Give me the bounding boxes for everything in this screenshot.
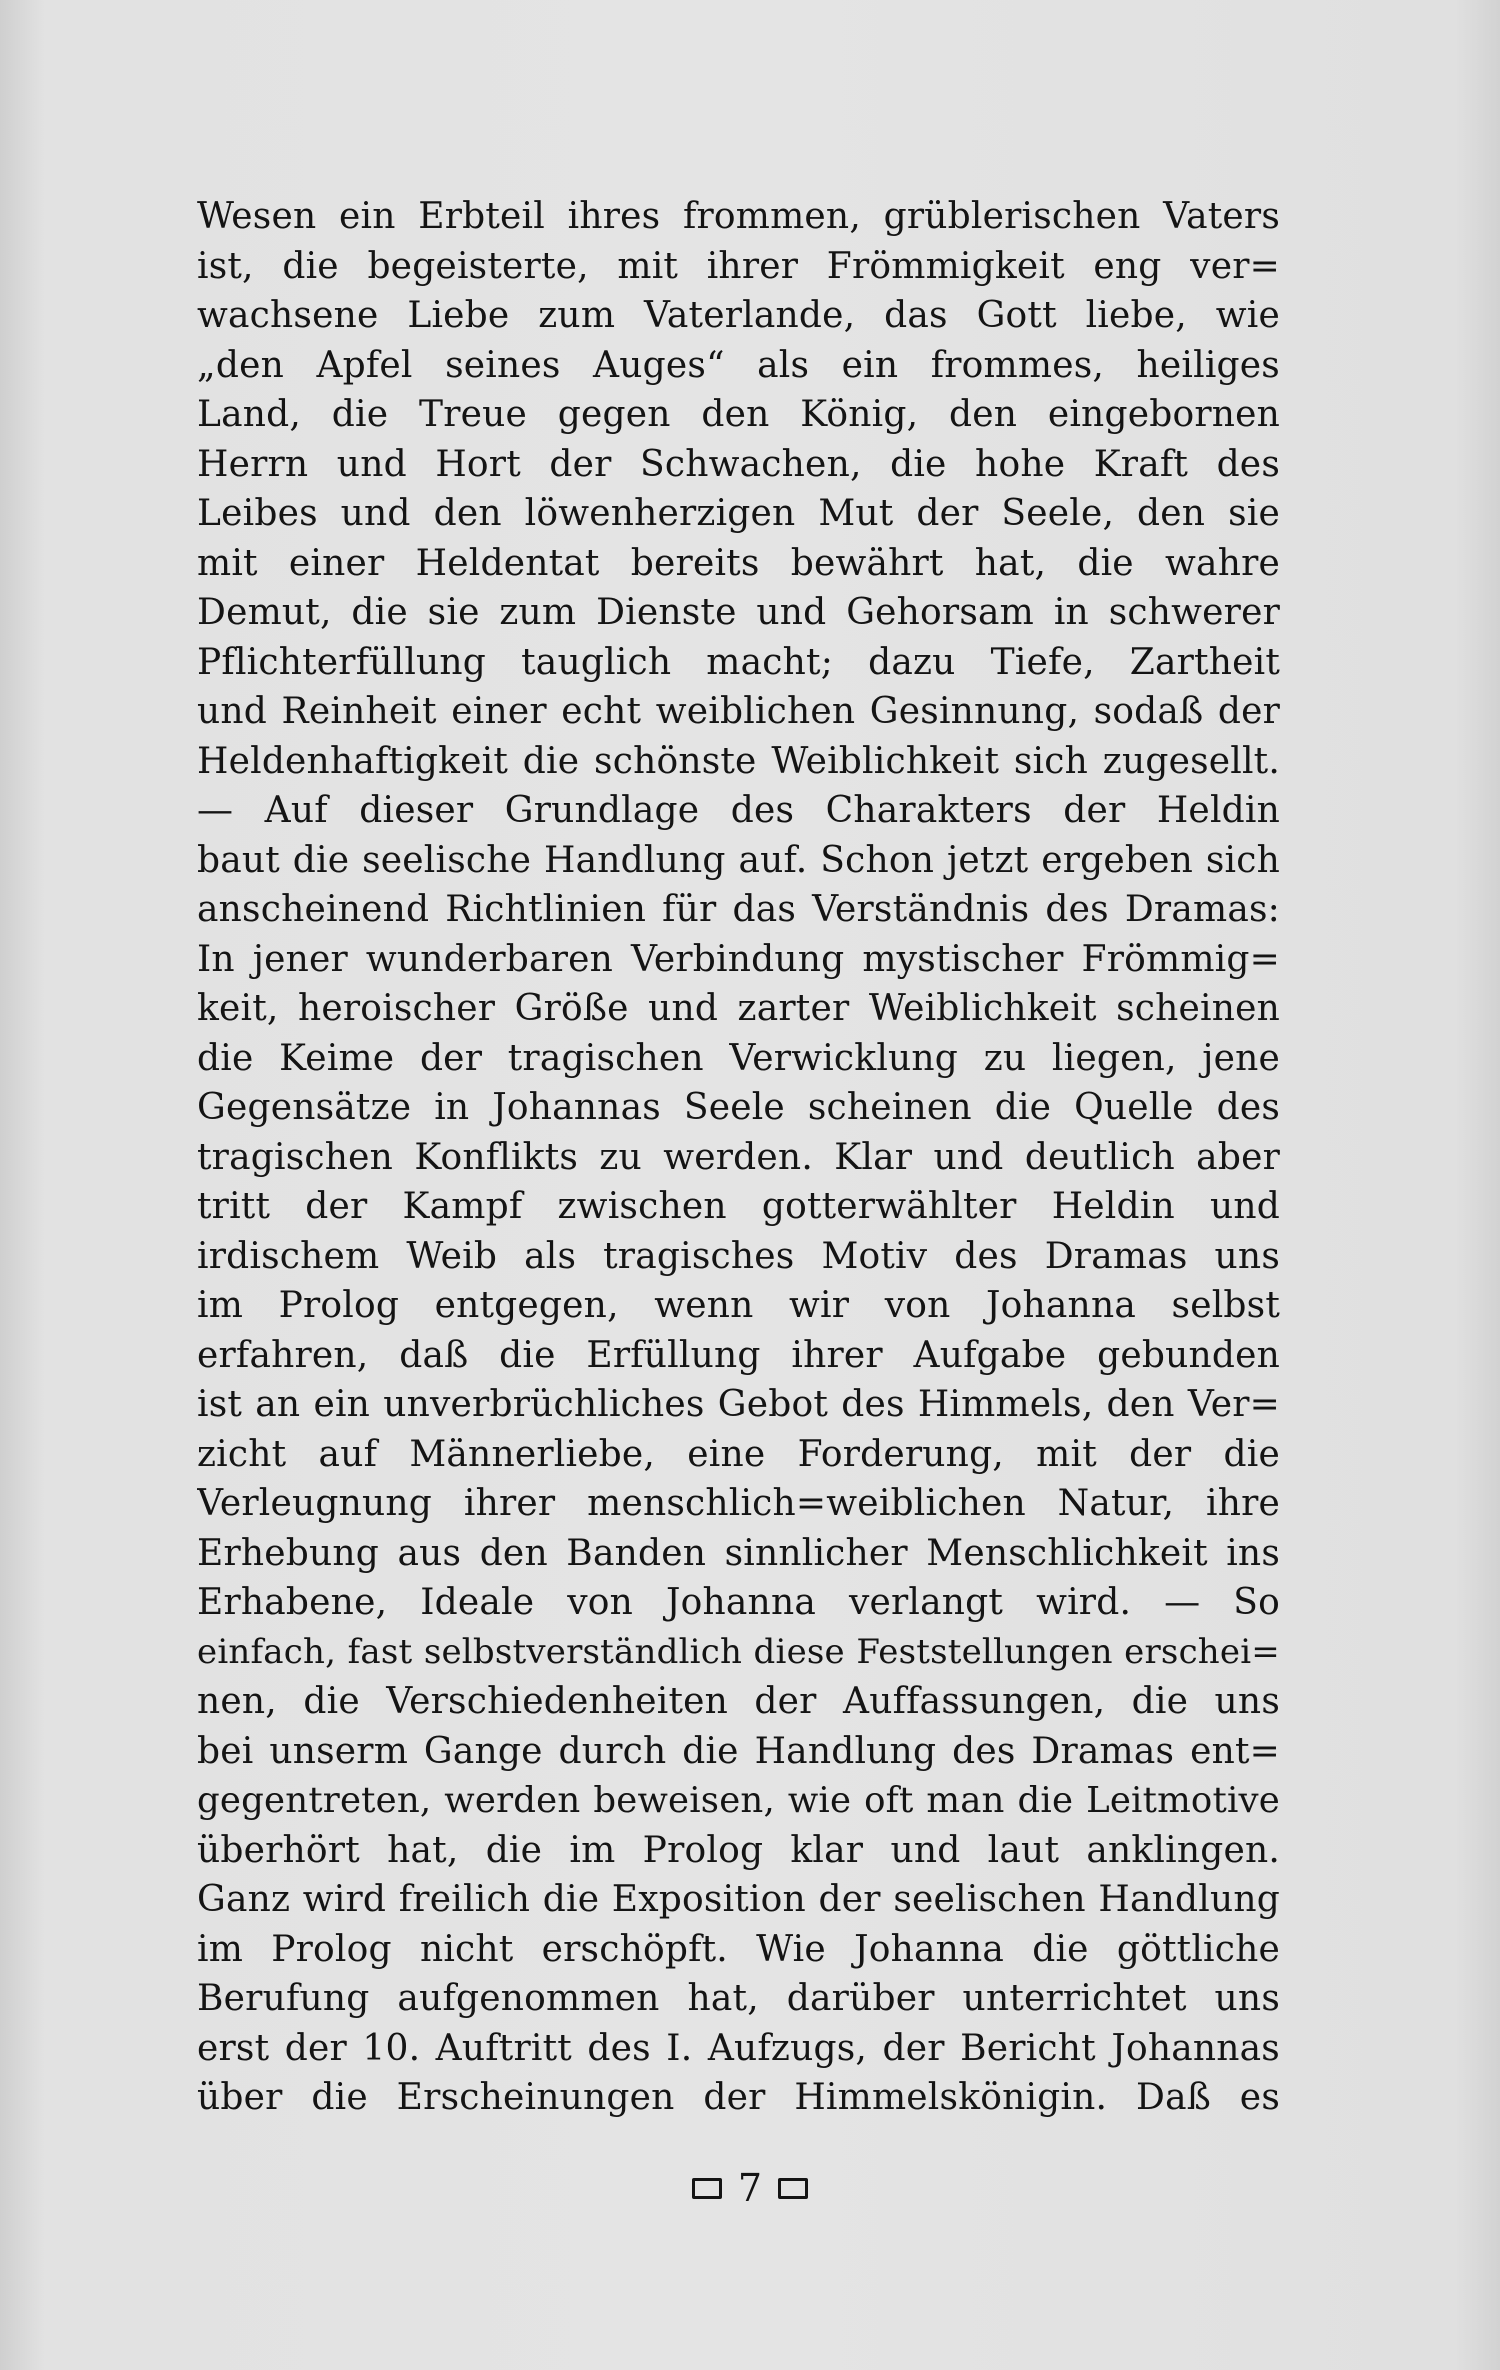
text-line: einfach, fast selbstverständlich diese Feststellungen erschei= (197, 1631, 1280, 1672)
text-line: tragischen Konflikts zu werden. Klar und deutlich aber (197, 1136, 1280, 1178)
text-line: Berufung aufgenommen hat, darüber unterrichtet uns (197, 1978, 1280, 2019)
text-line: In jener wunderbaren Verbindung mystischer Frömmig= (197, 938, 1280, 980)
text-line: wachsene Liebe zum Vaterlande, das Gott liebe, wie (197, 295, 1280, 336)
text-line: Erhebung aus den Banden sinnlicher Menschlichkeit ins (197, 1532, 1280, 1574)
text-line: gegentreten, werden beweisen, wie oft man die Leitmotive (197, 1780, 1280, 1821)
box-ornament-icon (692, 2178, 722, 2199)
text-line: nen, die Verschiedenheiten der Auffassungen, die uns (197, 1681, 1280, 1722)
text-line: Land, die Treue gegen den König, den eingebornen (197, 394, 1280, 435)
text-line: baut die seelische Handlung auf. Schon jetzt ergeben sich (197, 839, 1280, 881)
text-line: zicht auf Männerliebe, eine Forderung, mit der die (197, 1433, 1280, 1475)
page-number-footer (0, 2163, 1500, 2213)
text-line: Wesen ein Erbteil ihres frommen, grüblerischen Vaters (197, 196, 1280, 237)
text-line: Gegensätze in Johannas Seele scheinen die Quelle des (197, 1087, 1280, 1128)
text-line: erst der 10. Auftritt des I. Aufzugs, der Bericht Johannas (197, 2027, 1280, 2069)
text-line: Erhabene, Ideale von Johanna verlangt wird. — So (197, 1582, 1280, 1623)
text-line: und Reinheit einer echt weiblichen Gesinnung, sodaß der (197, 691, 1280, 732)
text-line: ist, die begeisterte, mit ihrer Frömmigkeit eng ver= (197, 245, 1280, 287)
text-line: irdischem Weib als tragisches Motiv des Dramas uns (197, 1235, 1280, 1277)
text-line: Heldenhaftigkeit die schönste Weiblichkeit sich zugesellt. (197, 740, 1280, 782)
text-line: Verleugnung ihrer menschlich=weiblichen Natur, ihre (197, 1483, 1280, 1524)
text-line: über die Erscheinungen der Himmelskönigin. Daß es (197, 2077, 1280, 2118)
body-text (197, 192, 1280, 2123)
text-line: Herrn und Hort der Schwachen, die hohe Kraft des (197, 443, 1280, 485)
text-line: im Prolog nicht erschöpft. Wie Johanna die göttliche (197, 1928, 1280, 1970)
text-line: Ganz wird freilich die Exposition der seelischen Handlung (197, 1879, 1280, 1920)
text-line: anscheinend Richtlinien für das Verständnis des Dramas: (197, 889, 1280, 930)
text-line: — Auf dieser Grundlage des Charakters der Heldin (197, 790, 1280, 831)
text-line: ist an ein unverbrüchliches Gebot des Himmels, den Ver= (197, 1384, 1280, 1425)
page-number: 7 (737, 2166, 763, 2210)
text-line: überhört hat, die im Prolog klar und laut anklingen. (197, 1829, 1280, 1871)
text-line: keit, heroischer Größe und zarter Weiblichkeit scheinen (197, 988, 1280, 1029)
text-line: Demut, die sie zum Dienste und Gehorsam in schwerer (197, 592, 1280, 633)
text-line: Leibes und den löwenherzigen Mut der Seele, den sie (197, 493, 1280, 534)
text-line: mit einer Heldentat bereits bewährt hat, die wahre (197, 542, 1280, 584)
text-line: die Keime der tragischen Verwicklung zu liegen, jene (197, 1037, 1280, 1079)
text-line: tritt der Kampf zwischen gotterwählter Heldin und (197, 1186, 1280, 1227)
text-line: im Prolog entgegen, wenn wir von Johanna selbst (197, 1285, 1280, 1326)
box-ornament-icon (778, 2178, 808, 2199)
text-line: Pflichterfüllung tauglich macht; dazu Tiefe, Zartheit (197, 641, 1280, 683)
text-line: erfahren, daß die Erfüllung ihrer Aufgabe gebunden (197, 1334, 1280, 1376)
text-line: „den Apfel seines Auges“ als ein frommes, heiliges (197, 344, 1280, 386)
text-line: bei unserm Gange durch die Handlung des Dramas ent= (197, 1730, 1280, 1772)
